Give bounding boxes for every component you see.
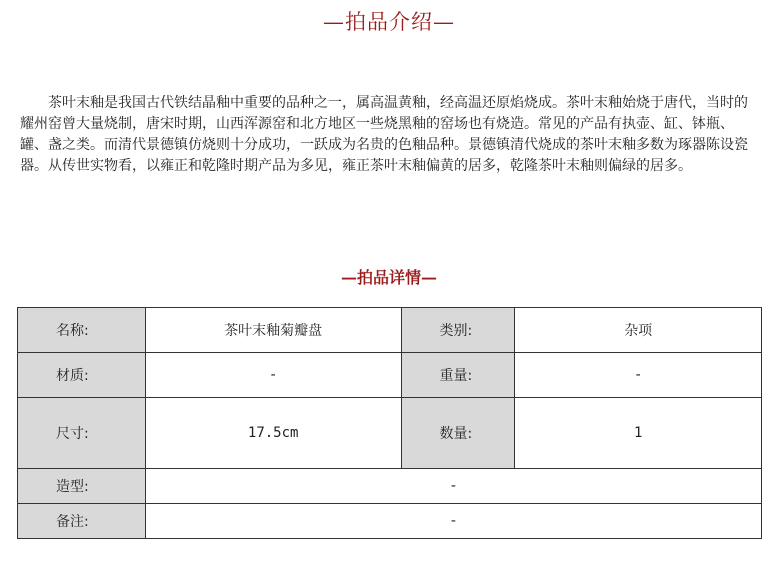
shape-label: 造型: (18, 469, 146, 504)
table-row (18, 353, 762, 398)
category-label: 类别: (401, 308, 515, 353)
details-table (17, 307, 762, 539)
section-title: —拍品介绍— (323, 10, 455, 34)
shape-value: - (145, 469, 761, 504)
table-row (18, 504, 762, 539)
remarks-label: 备注: (18, 504, 146, 539)
table-row (18, 469, 762, 504)
name-label: 名称: (18, 308, 146, 353)
quantity-value: 1 (515, 398, 762, 469)
weight-value: - (515, 353, 762, 398)
intro-paragraph: 茶叶末釉是我国古代铁结晶釉中重要的品种之一，属高温黄釉，经高温还原焰烧成。茶叶末釉始烧于唐代，当时的耀州窑曾大量烧制，唐宋时期，山西浑源窑和北方地区一些烧黑釉的窑场也有烧造。常见的产品有执壶、缸、钵瓶、罐、盏之类。而清代景德镇仿烧则十分成功，一跃成为名贵的色釉品种。景德镇清代烧成的茶叶末釉多数为琢器陈设瓷器。从传世实物看，以雍正和乾隆时期产品为多见，雍正茶叶末釉偏黄的居多，乾隆茶叶末釉则偏绿的居多。 (20, 95, 748, 174)
material-value: - (145, 353, 401, 398)
size-value: 17.5cm (145, 398, 401, 469)
name-value: 茶叶末釉菊瓣盘 (145, 308, 401, 353)
remarks-value: - (145, 504, 761, 539)
size-label: 尺寸: (18, 398, 146, 469)
table-row (18, 308, 762, 353)
table-row (18, 398, 762, 469)
quantity-label: 数量: (401, 398, 515, 469)
details-title: —拍品详情— (340, 268, 437, 287)
weight-label: 重量: (401, 353, 515, 398)
category-value: 杂项 (515, 308, 762, 353)
material-label: 材质: (18, 353, 146, 398)
